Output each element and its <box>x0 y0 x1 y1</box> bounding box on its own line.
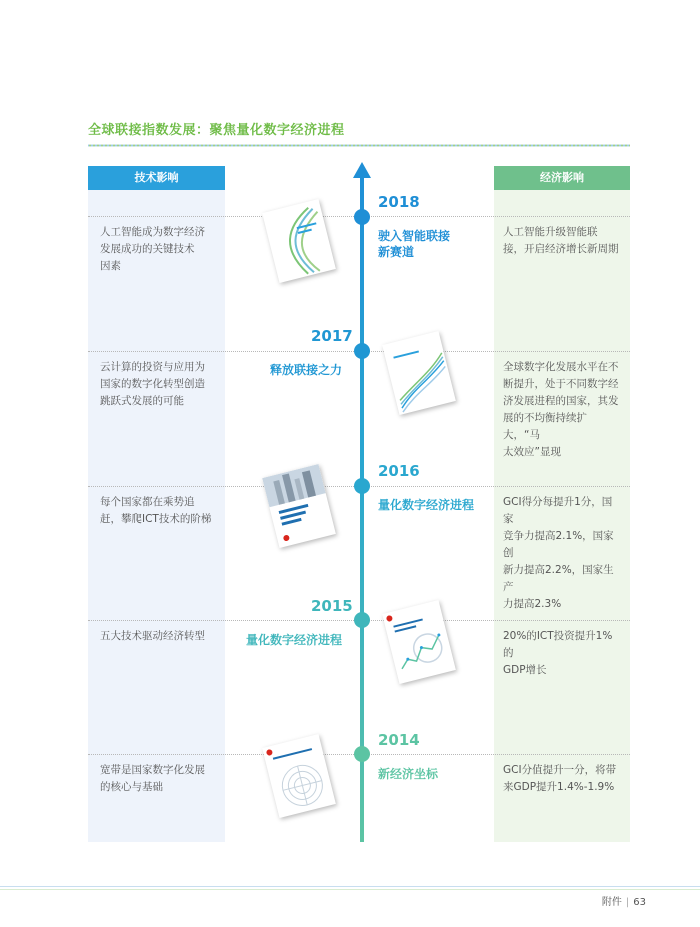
econ-impact-text: 全球数字化发展水平在不 断提升，处于不同数字经 济发展进程的国家，其发 展的不均衡持续扩大，“马 太效应”显现 <box>503 361 619 458</box>
tech-impact-text: 人工智能成为数字经济 发展成功的关键技术 因素 <box>100 226 205 272</box>
timeline-node <box>354 746 370 762</box>
milestone-title: 量化数字经济进程 <box>246 633 343 647</box>
milestone-title: 释放联接之力 <box>270 363 343 377</box>
econ-impact-text: 人工智能升级智能联 接，开启经济增长新周期 <box>503 226 619 255</box>
year-label: 2017 <box>311 327 353 345</box>
timeline-node <box>354 478 370 494</box>
year-label: 2016 <box>378 462 420 480</box>
milestone-title: 量化数字经济进程 <box>378 498 475 512</box>
footer-section: 附件 <box>601 897 622 908</box>
title-divider <box>88 143 630 148</box>
page-footer: 附件 | 63 <box>601 897 646 908</box>
econ-impact-text: GCI得分每提升1分，国家 竞争力提高2.1%，国家创 新力提高2.2%，国家生产 力提高2.3% <box>503 496 614 610</box>
year-label: 2015 <box>311 597 353 615</box>
page-number: 63 <box>633 897 646 908</box>
year-label: 2018 <box>378 193 420 211</box>
tech-impact-text: 五大技术驱动经济转型 <box>100 630 205 642</box>
econ-header: 经济影响 <box>494 166 630 190</box>
econ-impact-text: GCI分值提升一分，将带 来GDP提升1.4%-1.9% <box>503 764 617 793</box>
report-cover-image <box>382 331 456 415</box>
tech-impact-text: 每个国家都在乘势追 赶，攀爬ICT技术的阶梯 <box>100 496 212 525</box>
tech-impact-text: 宽带是国家数字化发展 的核心与基础 <box>100 764 205 793</box>
timeline-node <box>354 612 370 628</box>
tech-impact-text: 云计算的投资与应用为 国家的数字化转型创造 跳跃式发展的可能 <box>100 361 205 407</box>
tech-header: 技术影响 <box>88 166 225 190</box>
timeline-arrow-icon <box>353 162 371 178</box>
report-cover-image <box>382 600 456 684</box>
footer-divider <box>0 889 700 890</box>
timeline-node <box>354 343 370 359</box>
econ-impact-text: 20%的ICT投资提升1%的 GDP增长 <box>503 630 613 676</box>
footer-divider <box>0 886 700 887</box>
page-title: 全球联接指数发展：聚焦量化数字经济进程 <box>88 123 345 138</box>
report-cover-image <box>262 464 336 548</box>
milestone-title: 驶入智能联接 新赛道 <box>378 229 451 259</box>
report-cover-image <box>262 734 336 818</box>
year-label: 2014 <box>378 731 420 749</box>
report-cover-image <box>262 199 336 283</box>
timeline-axis <box>360 176 364 842</box>
milestone-title: 新经济坐标 <box>378 767 439 781</box>
timeline-node <box>354 209 370 225</box>
